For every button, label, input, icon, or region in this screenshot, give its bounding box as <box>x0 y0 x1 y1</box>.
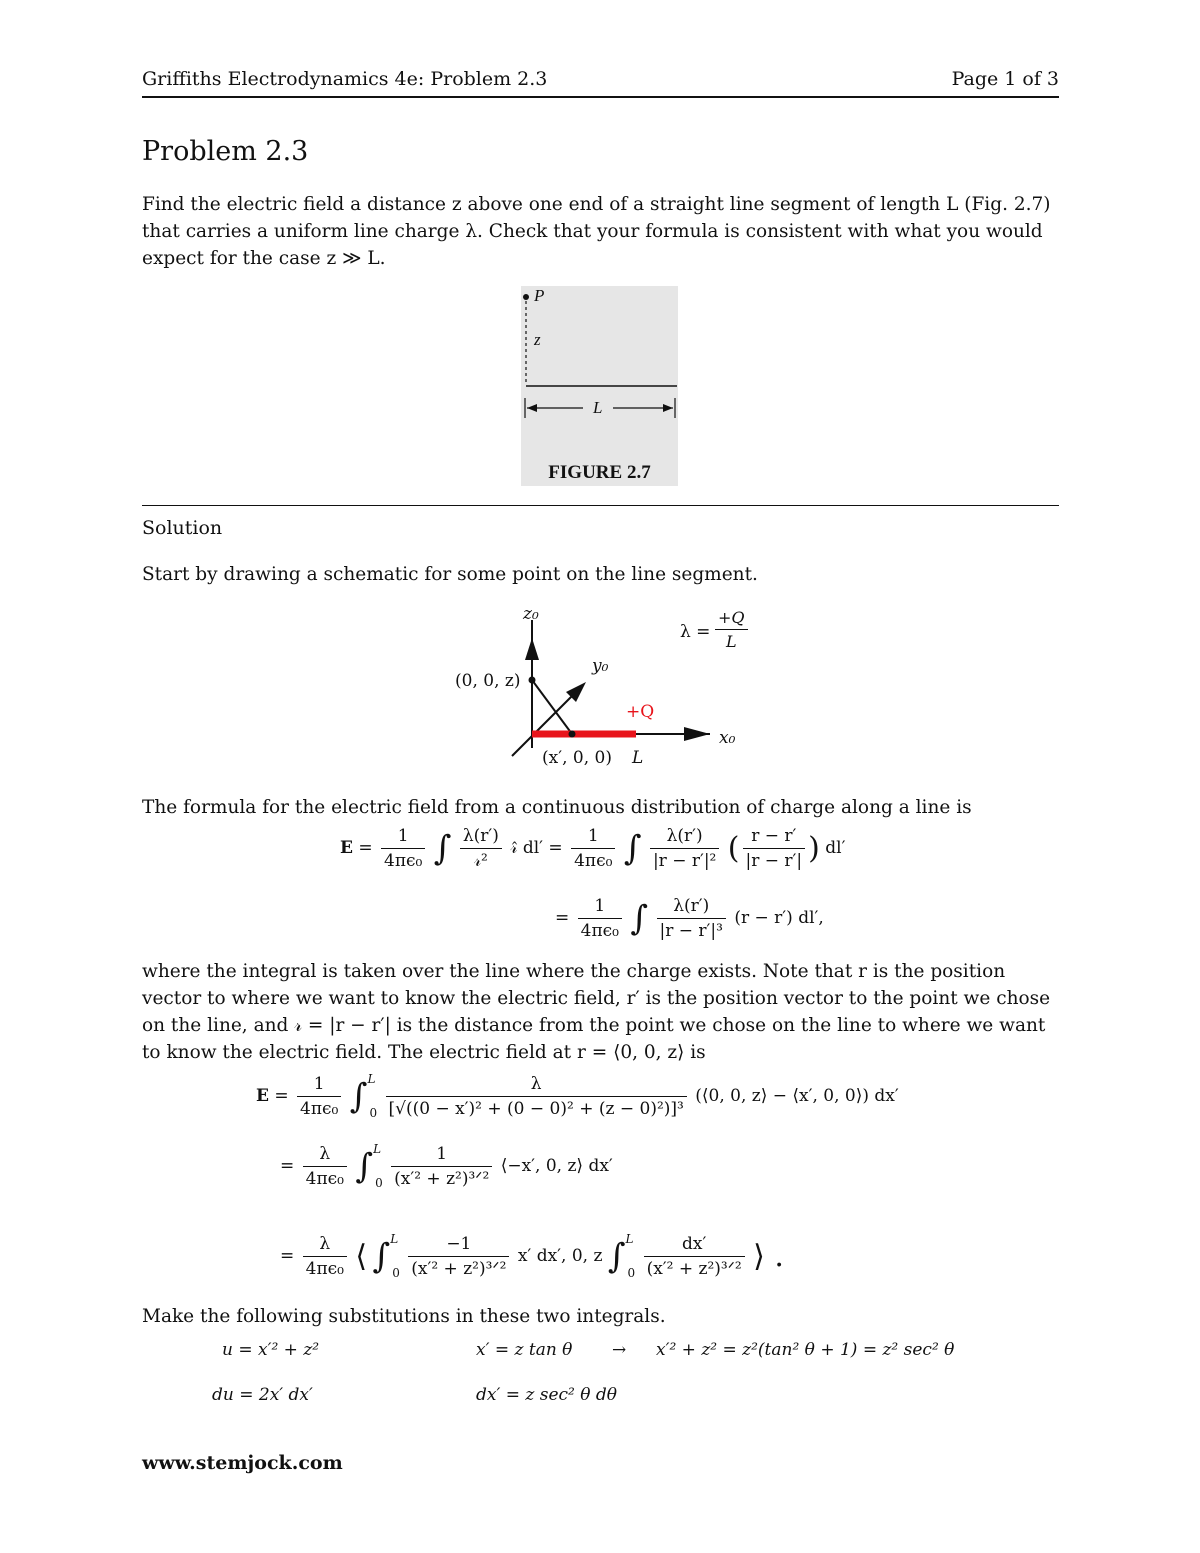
equation-line-4 <box>280 1142 613 1190</box>
integrand-3 <box>657 896 726 941</box>
integrand-den: 𝓇² <box>460 848 502 871</box>
prefactor-2-num: 1 <box>587 826 599 846</box>
eq-sign-4: = <box>274 1086 289 1106</box>
formula-intro: The formula for the electric field from a continuous distribution of charge along a line is <box>142 797 972 818</box>
equation-line-3 <box>256 1072 899 1120</box>
integrand-4 <box>386 1074 687 1119</box>
integrand-7 <box>644 1234 745 1279</box>
eq-sign: = <box>358 838 373 858</box>
prefactor-3-den: 4πϵ₀ <box>578 918 622 941</box>
equation-line-1: E = $\frac{1}{\text{4πϵ₀}}$ ∫ $\frac{\lambda(r')}{\text{𝓇²}}$ 𝓇̂ dl′ = $\frac{1}{\text{4πϵ₀}}$ ∫ $\frac{\lambda(r')}{\text{|r − r′|²}}$ ( $\frac{r - r'}{|r - r'|}$ ) dl′ <box>340 826 846 871</box>
integral-sign: ∫ <box>433 828 452 869</box>
integrand-num: λ(r′) <box>462 826 499 846</box>
lambda-lhs: λ = <box>680 622 711 642</box>
integrand-frac <box>460 826 502 871</box>
section-divider <box>142 505 1059 506</box>
lower-limit-3: 0 <box>392 1266 400 1280</box>
scr-hat-dl: 𝓇̂ dl′ <box>510 838 544 858</box>
solution-heading: Solution <box>142 517 223 539</box>
integrand-6-num: −1 <box>446 1234 472 1254</box>
prefactor-3-num: 1 <box>594 896 606 916</box>
integral-sign-6: ∫ <box>372 1236 391 1277</box>
integrand-7-den: (x′² + z²)³ᐟ² <box>644 1256 745 1279</box>
header-title: Griffiths Electrodynamics 4e: Problem 2.3 <box>142 68 548 90</box>
part-3a: x′ dx′, 0, z <box>517 1246 603 1266</box>
solution-intro: Start by drawing a schematic for some point on the line segment. <box>142 564 758 585</box>
prefactor-4-num: 1 <box>313 1074 325 1094</box>
figure-label-p: P <box>534 286 545 305</box>
e-symbol-2: E <box>256 1086 269 1106</box>
eq-sign-5: = <box>280 1156 295 1176</box>
problem-line-2: that carries a uniform line charge λ. Check that your formula is consistent with what you would <box>142 221 1043 242</box>
equation-line-5 <box>280 1232 784 1280</box>
tail-term: (r − r′) dl′, <box>734 908 824 928</box>
figure-label-z: z <box>534 330 541 349</box>
page-number: Page 1 of 3 <box>951 68 1059 90</box>
unit-vector-frac <box>743 826 806 871</box>
where-line-1: where the integral is taken over the line where the charge exists. Note that r is the position <box>142 961 1006 982</box>
integral-sign-3: ∫ <box>630 898 649 939</box>
x-axis-label: x₀ <box>719 728 736 748</box>
footer-url[interactable]: www.stemjock.com <box>142 1452 343 1474</box>
prefactor-5-den: 4πϵ₀ <box>303 1166 347 1189</box>
integral-sign-4: ∫ <box>349 1076 368 1117</box>
where-line-2: vector to where we want to know the electric field, r′ is the position vector to the point we chose <box>142 988 1051 1009</box>
vector-diff: (⟨0, 0, z⟩ − ⟨x′, 0, 0⟩) dx′ <box>695 1086 899 1106</box>
integrand-4-den: [√((0 − x′)² + (0 − 0)² + (z − 0)²)]³ <box>386 1096 687 1119</box>
y-axis-label: y₀ <box>592 656 609 676</box>
integrand-2-den: |r − r′|² <box>650 848 719 871</box>
integral-sign-2: ∫ <box>623 828 642 869</box>
upper-limit-4: L <box>625 1232 634 1246</box>
sub-arrow: → <box>612 1340 627 1360</box>
prefactor-6 <box>303 1234 347 1279</box>
integrand-5-num: 1 <box>436 1144 448 1164</box>
lambda-fraction <box>715 608 748 651</box>
prefactor-6-den: 4πϵ₀ <box>303 1256 347 1279</box>
figure-caption: FIGURE 2.7 <box>548 462 651 483</box>
sub-1c: x′² + z² = z²(tan² θ + 1) = z² sec² θ <box>656 1340 955 1360</box>
point-x-label: (x′, 0, 0) <box>542 748 612 768</box>
prefactor-2-den: 4πϵ₀ <box>571 848 615 871</box>
prefactor-2 <box>571 826 615 871</box>
prefactor <box>381 826 425 871</box>
integrand-7-num: dx′ <box>681 1234 707 1254</box>
prefactor-den: 4πϵ₀ <box>381 848 425 871</box>
subs-intro: Make the following substitutions in these two integrals. <box>142 1306 666 1327</box>
figure-drawing <box>521 286 678 486</box>
upper-limit: L <box>367 1072 376 1086</box>
unit-vector-den: |r − r′| <box>743 848 806 871</box>
integrand-6-den: (x′² + z²)³ᐟ² <box>408 1256 509 1279</box>
dl-term: dl′ <box>825 838 846 858</box>
prefactor-3 <box>578 896 622 941</box>
prefactor-5-num: λ <box>319 1144 331 1164</box>
integrand-5 <box>391 1144 492 1189</box>
integrand-5-den: (x′² + z²)³ᐟ² <box>391 1166 492 1189</box>
lower-limit-2: 0 <box>375 1176 383 1190</box>
where-line-3: on the line, and 𝓇 = |r − r′| is the distance from the point we chose on the line to where we want <box>142 1015 1046 1036</box>
prefactor-5 <box>303 1144 347 1189</box>
angle-close: ⟩ . <box>753 1239 784 1274</box>
figure-label-l: L <box>593 398 603 417</box>
integrand-2-num: λ(r′) <box>666 826 703 846</box>
sub-2b: dx′ = z sec² θ dθ <box>476 1385 618 1405</box>
figure-2-7 <box>521 286 678 486</box>
problem-line-3: expect for the case z ≫ L. <box>142 248 386 269</box>
lower-limit: 0 <box>369 1106 378 1120</box>
e-symbol: E <box>340 838 353 858</box>
integrand-3-den: |r − r′|³ <box>657 918 726 941</box>
integral-sign-7: ∫ <box>607 1236 626 1277</box>
lambda-num: +Q <box>718 608 745 627</box>
integrand-2 <box>650 826 719 871</box>
sub-2a: du = 2x′ dx′ <box>212 1385 313 1405</box>
z-axis-label: z₀ <box>523 604 539 624</box>
prefactor-4-den: 4πϵ₀ <box>297 1096 341 1119</box>
vector-2: ⟨−x′, 0, z⟩ dx′ <box>500 1156 613 1176</box>
upper-limit-3: L <box>390 1232 399 1246</box>
integrand-4-num: λ <box>530 1074 542 1094</box>
end-l-label: L <box>632 748 644 768</box>
eq-sign-2: = <box>548 838 563 858</box>
unit-vector-num: r − r′ <box>751 826 797 846</box>
sub-1b: x′ = z tan θ <box>476 1340 573 1360</box>
sub-1a: u = x′² + z² <box>222 1340 320 1360</box>
prefactor-6-num: λ <box>319 1234 331 1254</box>
lower-limit-4: 0 <box>627 1266 636 1280</box>
problem-heading: Problem 2.3 <box>142 136 309 167</box>
angle-open: ⟨ <box>355 1239 368 1274</box>
problem-line-1: Find the electric field a distance z above one end of a straight line segment of length L (Fig. 2.7) <box>142 194 1051 215</box>
where-line-4: to know the electric field. The electric field at r = ⟨0, 0, z⟩ is <box>142 1042 706 1063</box>
integral-sign-5: ∫ <box>355 1146 374 1187</box>
lambda-den: L <box>715 629 748 651</box>
point-z-label: (0, 0, z) <box>455 671 521 691</box>
eq-sign-6: = <box>280 1246 295 1266</box>
eq-sign-3: = <box>555 908 570 928</box>
upper-limit-2: L <box>373 1142 382 1156</box>
page-header <box>142 68 1059 98</box>
prefactor-num: 1 <box>397 826 409 846</box>
prefactor-4 <box>297 1074 341 1119</box>
integrand-6 <box>408 1234 509 1279</box>
equation-line-2 <box>555 896 824 941</box>
charge-label: +Q <box>626 702 655 722</box>
integrand-3-num: λ(r′) <box>673 896 710 916</box>
